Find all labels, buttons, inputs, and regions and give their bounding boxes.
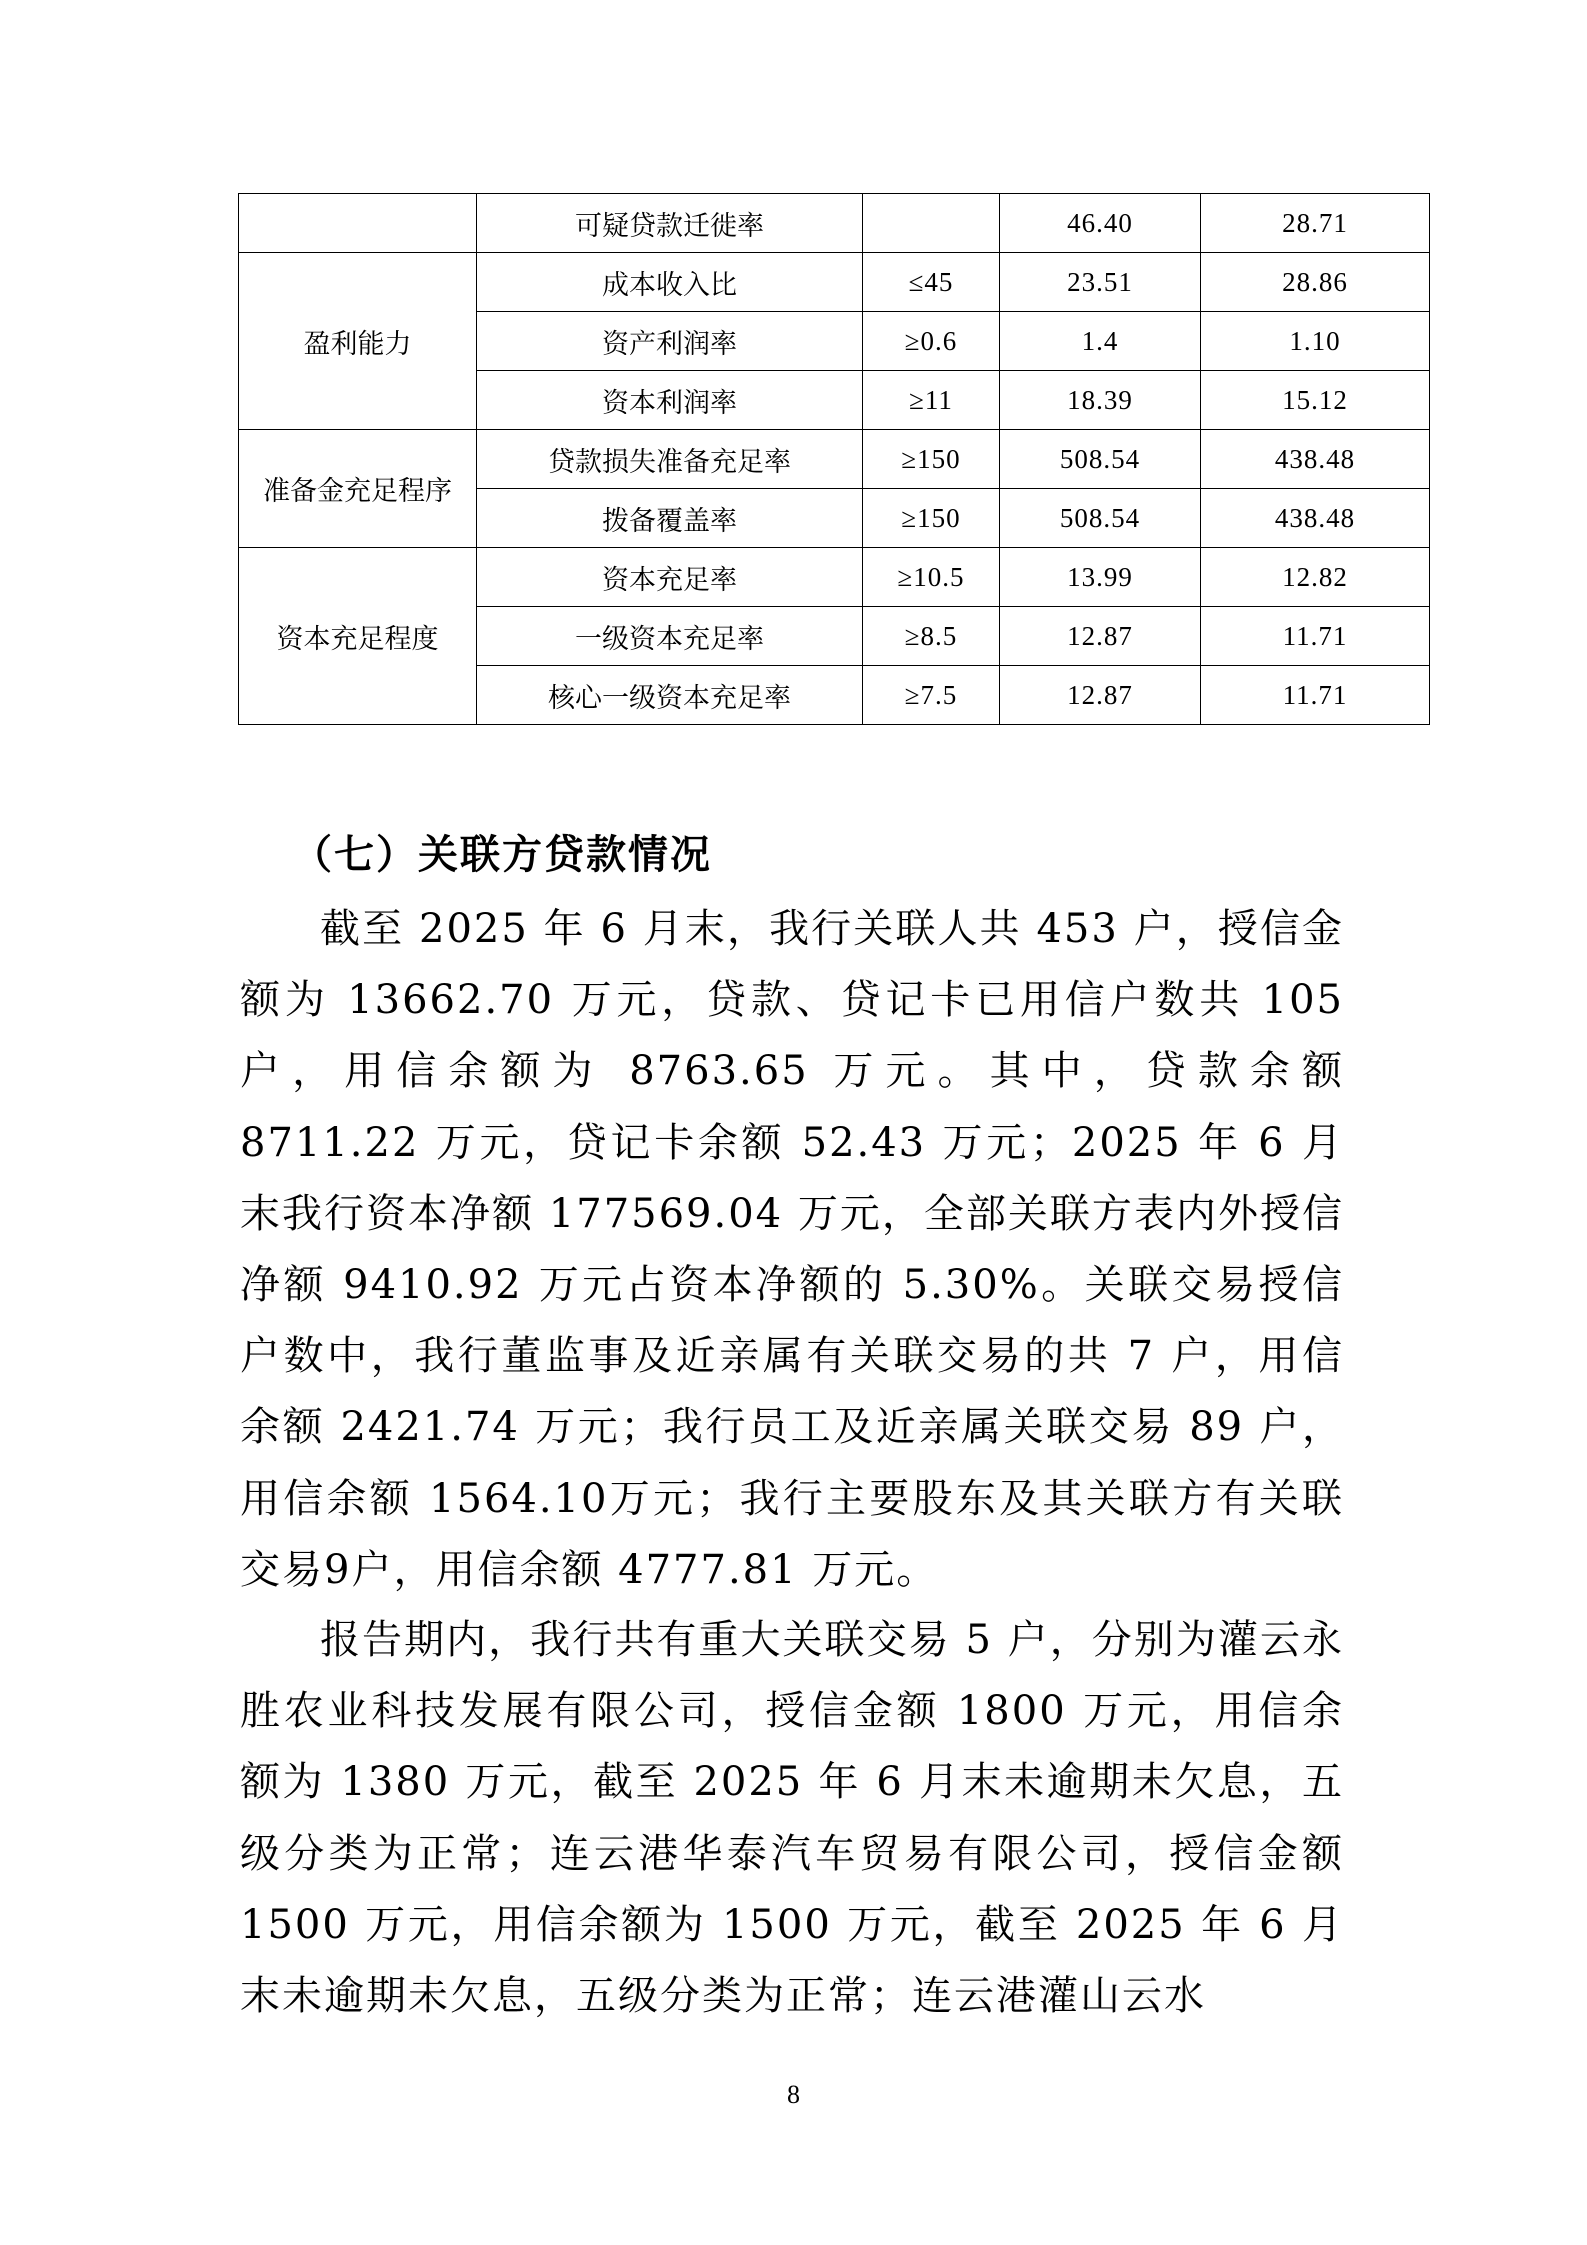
group-cell-profitability: 盈利能力: [239, 253, 477, 430]
metrics-table: [238, 193, 1430, 725]
paragraph-major-transactions: 报告期内，我行共有重大关联交易 5 户，分别为灌云永胜农业科技发展有限公司，授信金额 1800 万元，用信余额为 1380 万元，截至 2025 年 6 月末未逾期未欠息，五级分类为正常；连云港华泰汽车贸易有限公司，授信金额 1500 万元，用信余额为 1500 万元，截至 2025 年 6 月末未逾期未欠息，五级分类为正常；连云港灌山云水: [240, 1617, 1344, 2020]
indicator-cell: 贷款损失准备充足率: [477, 430, 863, 489]
value-b-cell: 11.71: [1201, 607, 1430, 666]
indicator-cell: 一级资本充足率: [477, 607, 863, 666]
value-a-cell: 23.51: [1000, 253, 1201, 312]
value-a-cell: 18.39: [1000, 371, 1201, 430]
page-number: 8: [787, 2080, 800, 2109]
value-b-cell: 1.10: [1201, 312, 1430, 371]
value-b-cell: 15.12: [1201, 371, 1430, 430]
standard-cell: ≥0.6: [863, 312, 1000, 371]
table-row: [239, 548, 1430, 607]
value-b-cell: 28.71: [1201, 194, 1430, 253]
indicator-cell: 资产利润率: [477, 312, 863, 371]
value-b-cell: 11.71: [1201, 666, 1430, 725]
value-b-cell: 28.86: [1201, 253, 1430, 312]
indicator-cell: 可疑贷款迁徙率: [477, 194, 863, 253]
table-row: [239, 194, 1430, 253]
value-a-cell: 508.54: [1000, 489, 1201, 548]
indicator-cell: 成本收入比: [477, 253, 863, 312]
value-b-cell: 438.48: [1201, 430, 1430, 489]
value-b-cell: 438.48: [1201, 489, 1430, 548]
paragraph-related-party-summary: 截至 2025 年 6 月末，我行关联人共 453 户，授信金额为 13662.70 万元，贷款、贷记卡已用信户数共 105 户，用信余额为 8763.65 万元。其中，贷款余额 8711.22 万元，贷记卡余额 52.43 万元；2025 年 6 月末我行资本净额 177569.04 万元，全部关联方表内外授信净额 9410.92 万元占资本净额的 5.30%。关联交易授信户数中，我行董监事及近亲属有关联交易的共 7 户，用信余额 2421.74 万元；我行员工及近亲属关联交易 89 户，用信余额 1564.10万元；我行主要股东及其关联方有关联交易9户，用信余额 4777.81 万元。: [240, 906, 1344, 1593]
value-a-cell: 1.4: [1000, 312, 1201, 371]
standard-cell: ≥10.5: [863, 548, 1000, 607]
standard-cell: ≥150: [863, 430, 1000, 489]
value-a-cell: 508.54: [1000, 430, 1201, 489]
group-cell-capital-adequacy: 资本充足程度: [239, 548, 477, 725]
table-row: [239, 430, 1430, 489]
indicator-cell: 核心一级资本充足率: [477, 666, 863, 725]
value-a-cell: 13.99: [1000, 548, 1201, 607]
standard-cell: ≥11: [863, 371, 1000, 430]
indicator-cell: 资本利润率: [477, 371, 863, 430]
section-heading: （七）关联方贷款情况: [292, 831, 712, 878]
standard-cell: [863, 194, 1000, 253]
standard-cell: ≥8.5: [863, 607, 1000, 666]
value-a-cell: 46.40: [1000, 194, 1201, 253]
indicator-cell: 资本充足率: [477, 548, 863, 607]
group-cell: [239, 194, 477, 253]
standard-cell: ≤45: [863, 253, 1000, 312]
table-row: [239, 253, 1430, 312]
group-cell-reserve-adequacy: 准备金充足程序: [239, 430, 477, 548]
value-a-cell: 12.87: [1000, 666, 1201, 725]
value-b-cell: 12.82: [1201, 548, 1430, 607]
value-a-cell: 12.87: [1000, 607, 1201, 666]
standard-cell: ≥150: [863, 489, 1000, 548]
indicator-cell: 拨备覆盖率: [477, 489, 863, 548]
standard-cell: ≥7.5: [863, 666, 1000, 725]
